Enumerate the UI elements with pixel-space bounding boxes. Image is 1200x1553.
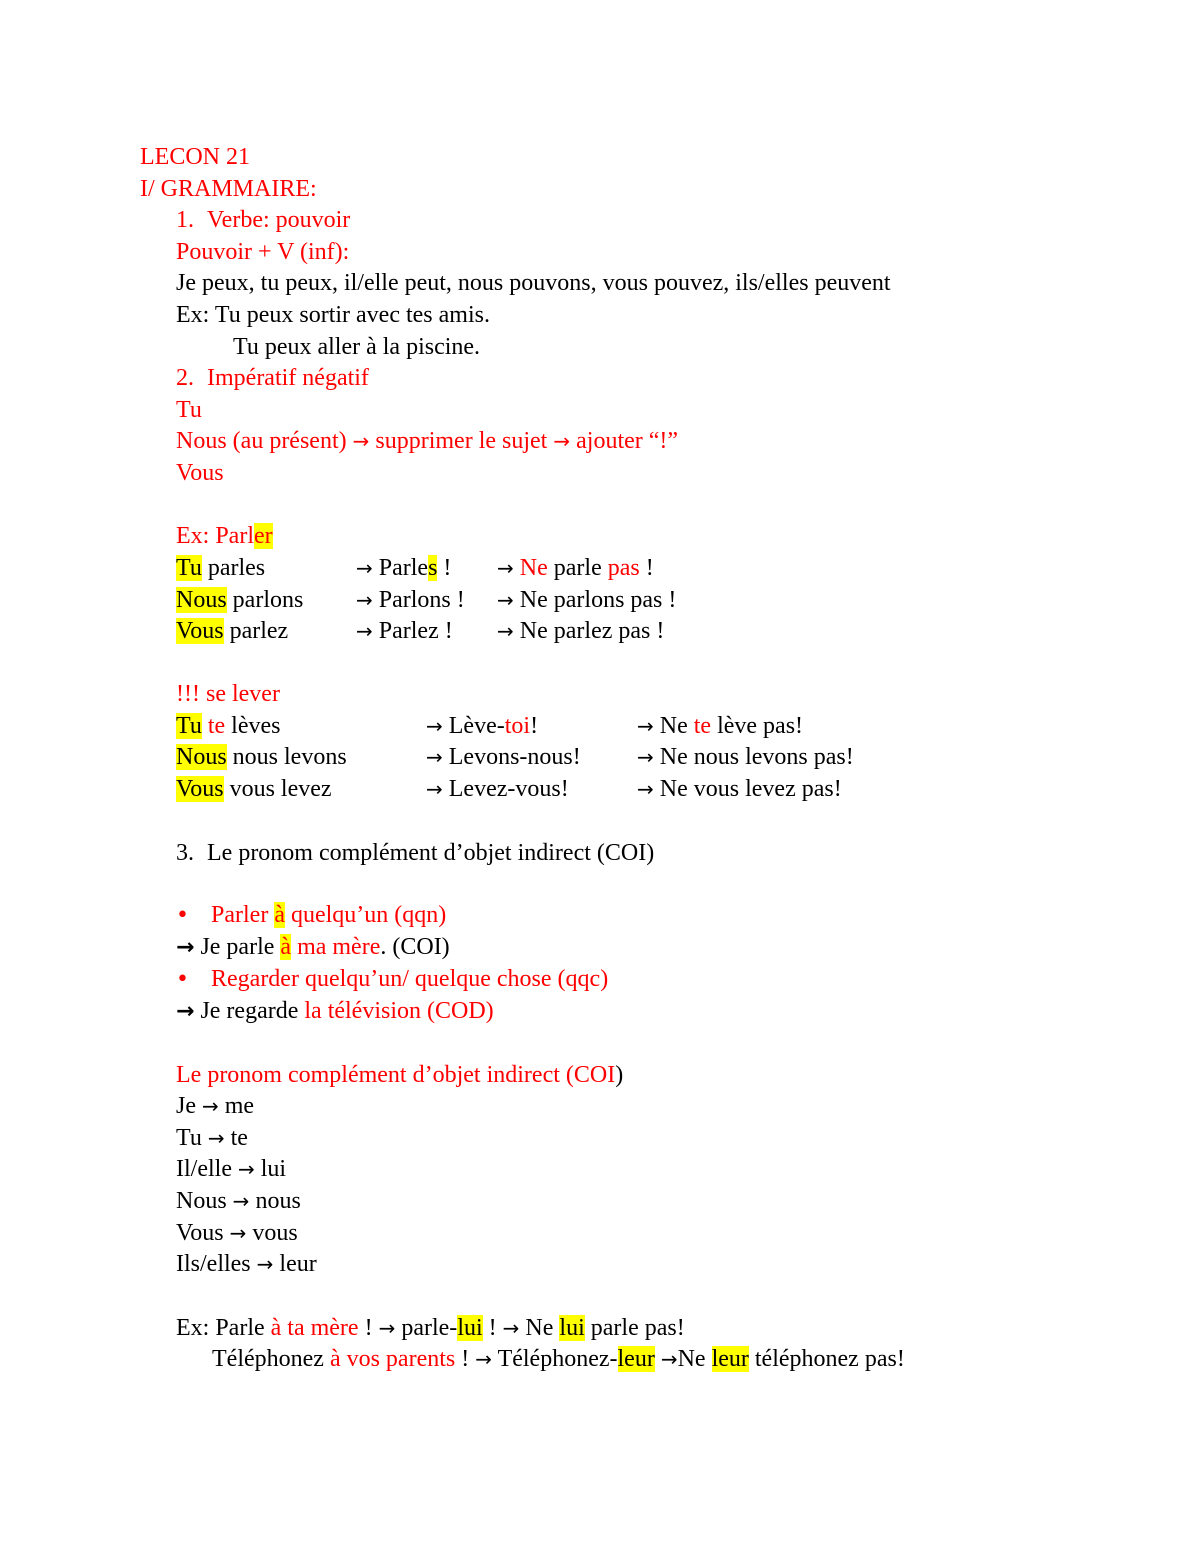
verb-form: vous levez [223, 776, 332, 802]
lesson-title: LECON 21 [140, 144, 250, 170]
result-text: Je regarde [194, 998, 305, 1024]
pronoun-from: Nous [176, 1188, 227, 1214]
arrow-right-icon: → [229, 1221, 247, 1245]
example-text: ! [455, 1346, 476, 1372]
example-object: à ta mère [270, 1315, 359, 1341]
se-lever-title: !!! se lever [176, 681, 280, 707]
rule-part: ajouter “!” [570, 428, 679, 454]
parler-row-3-imperative [356, 616, 453, 648]
arrow-right-icon: → [426, 745, 443, 769]
pronoun-highlight: Tu [176, 713, 202, 739]
pronoun-table-title [176, 1060, 623, 1092]
imperative-text: Levons-nous! [442, 744, 581, 770]
s1-heading [176, 205, 350, 237]
s1-title: Verbe: pouvoir [207, 207, 351, 233]
pronoun-to: me [224, 1093, 255, 1119]
pronoun-to: nous [255, 1188, 301, 1214]
imperative-text: Levez-vous! [442, 776, 569, 802]
lever-row-3-negative [637, 774, 842, 806]
negative-text: Ne vous levez pas! [653, 776, 842, 802]
rule-part: supprimer le sujet [369, 428, 554, 454]
pronoun-highlight: Nous [176, 587, 227, 613]
pronoun-to: lui [260, 1156, 287, 1182]
lever-row-3-subject [176, 774, 332, 806]
reflexive-pronoun: te [201, 713, 226, 739]
arrow-right-icon: → [176, 999, 195, 1024]
verb-form: lèves [225, 713, 281, 739]
negative-text: Ne parlez pas ! [513, 618, 665, 644]
s2-example-title [176, 521, 273, 553]
s1-number: 1. [176, 207, 194, 233]
pronoun-row [176, 1249, 317, 1281]
arrow-right-icon: → [426, 777, 443, 801]
imperative-text: Parlez ! [372, 618, 453, 644]
pronoun-row [176, 1091, 254, 1123]
arrow-right-icon: → [256, 1252, 274, 1276]
bullet-2: Regarder quelqu’un/ quelque chose (qqc) [211, 966, 609, 992]
parler-row-3-subject [176, 616, 288, 648]
pronoun-from: Tu [176, 1125, 202, 1151]
example-text: Ex: Parle [176, 1315, 271, 1341]
example-text: Téléphonez- [492, 1346, 618, 1372]
pronoun-from: Ils/elles [176, 1251, 251, 1277]
example-text: Ex: Parl [176, 523, 254, 549]
example-object: à vos parents [329, 1346, 456, 1372]
negation-pas: pas [607, 555, 640, 581]
s1-formula: Pouvoir + V (inf): [176, 239, 350, 265]
rule-part: Nous (au présent) [176, 428, 353, 454]
parler-row-3-negative [497, 616, 664, 648]
pronoun-row [176, 1123, 248, 1155]
bullet-text: Parler [211, 902, 275, 928]
highlighted-pronoun: leur [711, 1346, 749, 1372]
arrow-right-icon: → [202, 1094, 219, 1118]
lever-row-2-imperative [426, 742, 581, 774]
pronoun-highlight: Tu [176, 555, 202, 581]
highlighted-preposition: à [280, 934, 292, 960]
negative-text: Ne [653, 713, 694, 739]
arrow-right-icon: → [502, 1316, 520, 1340]
arrow-right-icon: → [637, 777, 654, 801]
parler-row-2-imperative [356, 585, 465, 617]
example-text: téléphonez pas! [748, 1346, 905, 1372]
arrow-right-icon: → [426, 714, 443, 738]
verb-form: parlez [223, 618, 289, 644]
parler-row-2-subject [176, 585, 303, 617]
result-1 [176, 932, 450, 964]
s3-heading [176, 838, 654, 870]
verb-form: parlons [226, 587, 304, 613]
arrow-right-icon: → [497, 588, 514, 612]
arrow-right-icon: → [356, 619, 373, 643]
pronoun-row [176, 1154, 286, 1186]
arrow-right-icon: → [637, 745, 654, 769]
bullet-text: quelqu’un (qqn) [284, 902, 447, 928]
highlighted-pronoun: lui [457, 1315, 483, 1341]
pronoun-highlight: Vous [176, 776, 224, 802]
arrow-right-icon: → [237, 1157, 255, 1181]
arrow-right-icon: → [176, 935, 195, 960]
example-text: Téléphonez [212, 1346, 330, 1372]
s1-example-1: Ex: Tu peux sortir avec tes amis. [176, 302, 490, 328]
parler-row-2-negative [497, 585, 676, 617]
bullet-icon: • [176, 967, 189, 992]
lever-row-1-imperative [426, 711, 538, 743]
highlighted-ending: s [428, 555, 438, 581]
s2-number: 2. [176, 365, 194, 391]
negation-ne: Ne [519, 555, 548, 581]
negative-text: Ne parlons pas ! [513, 587, 677, 613]
s2-tu: Tu [176, 397, 202, 423]
highlighted-ending: er [254, 523, 273, 549]
arrow-right-icon: → [232, 1189, 250, 1213]
pronoun-to: leur [279, 1251, 317, 1277]
lever-row-2-negative [637, 742, 854, 774]
example-text: parle pas! [584, 1315, 685, 1341]
pronoun-from: Je [176, 1093, 196, 1119]
example-text: parle- [395, 1315, 458, 1341]
highlighted-pronoun: lui [559, 1315, 585, 1341]
lever-row-3-imperative [426, 774, 569, 806]
negative-verb: parle [547, 555, 608, 581]
imperative-text: Parlons ! [372, 587, 465, 613]
imperative-text: ! [530, 713, 539, 739]
example-text: Ne [519, 1315, 560, 1341]
result-2 [176, 996, 494, 1028]
table-title-text: ) [615, 1062, 624, 1088]
lever-row-2-subject [176, 742, 347, 774]
arrow-right-icon: → [637, 714, 654, 738]
section-title: I/ GRAMMAIRE: [140, 176, 317, 202]
negative-text: ! [639, 555, 654, 581]
result-text: Je parle [194, 934, 281, 960]
s1-conjugation: Je peux, tu peux, il/elle peut, nous pouvons, vous pouvez, ils/elles peuvent [176, 270, 891, 296]
s2-heading [176, 363, 369, 395]
highlighted-preposition: à [274, 902, 285, 928]
result-object: ma mère [291, 934, 381, 960]
arrow-right-icon: → [497, 619, 514, 643]
pronoun-to: te [230, 1125, 248, 1151]
arrow-right-icon: → [497, 556, 514, 580]
imperative-text: ! [437, 555, 452, 581]
verb-form: parles [201, 555, 266, 581]
reflexive-pronoun: te [693, 713, 712, 739]
arrow-right-icon: → [378, 1316, 396, 1340]
s3-title: Le pronom complément d’objet indirect (COI) [207, 840, 655, 866]
pronoun-from: Il/elle [176, 1156, 232, 1182]
parler-row-1-subject [176, 553, 265, 585]
reflexive-pronoun: toi [504, 713, 531, 739]
s1-example-2: Tu peux aller à la piscine. [233, 334, 481, 360]
result-object: la télévision (COD) [304, 998, 494, 1024]
arrow-right-icon: → [660, 1347, 678, 1371]
pronoun-row [176, 1218, 298, 1250]
final-example-1 [176, 1313, 685, 1345]
pronoun-row [176, 1186, 301, 1218]
negative-text: lève pas! [711, 713, 804, 739]
bullet-icon: • [176, 903, 189, 928]
table-title-text: Le pronom complément d’objet indirect (COI [176, 1062, 616, 1088]
imperative-text: Parle [372, 555, 429, 581]
verb-form: nous levons [226, 744, 347, 770]
arrow-right-icon: → [356, 588, 373, 612]
arrow-right-icon: → [553, 429, 571, 453]
s2-title: Impératif négatif [207, 365, 369, 391]
example-text: ! [358, 1315, 379, 1341]
highlighted-pronoun: leur [617, 1346, 655, 1372]
lever-row-1-subject [176, 711, 280, 743]
negative-text: Ne nous levons pas! [653, 744, 854, 770]
pronoun-highlight: Vous [176, 618, 224, 644]
arrow-right-icon: → [475, 1347, 492, 1371]
s3-number: 3. [176, 840, 194, 866]
pronoun-highlight: Nous [176, 744, 227, 770]
arrow-right-icon: → [352, 429, 370, 453]
parler-row-1-imperative [356, 553, 451, 585]
s2-vous: Vous [176, 460, 224, 486]
arrow-right-icon: → [207, 1126, 225, 1150]
result-text: . (COI) [380, 934, 450, 960]
example-text: ! [482, 1315, 503, 1341]
example-text: Ne [677, 1346, 712, 1372]
parler-row-1-negative [497, 553, 654, 585]
bullet-1 [211, 900, 446, 932]
arrow-right-icon: → [356, 556, 373, 580]
final-example-2 [212, 1344, 905, 1376]
pronoun-from: Vous [176, 1220, 224, 1246]
s2-nous-rule [176, 426, 678, 458]
pronoun-to: vous [252, 1220, 298, 1246]
lever-row-1-negative [637, 711, 803, 743]
imperative-text: Lève- [442, 713, 505, 739]
